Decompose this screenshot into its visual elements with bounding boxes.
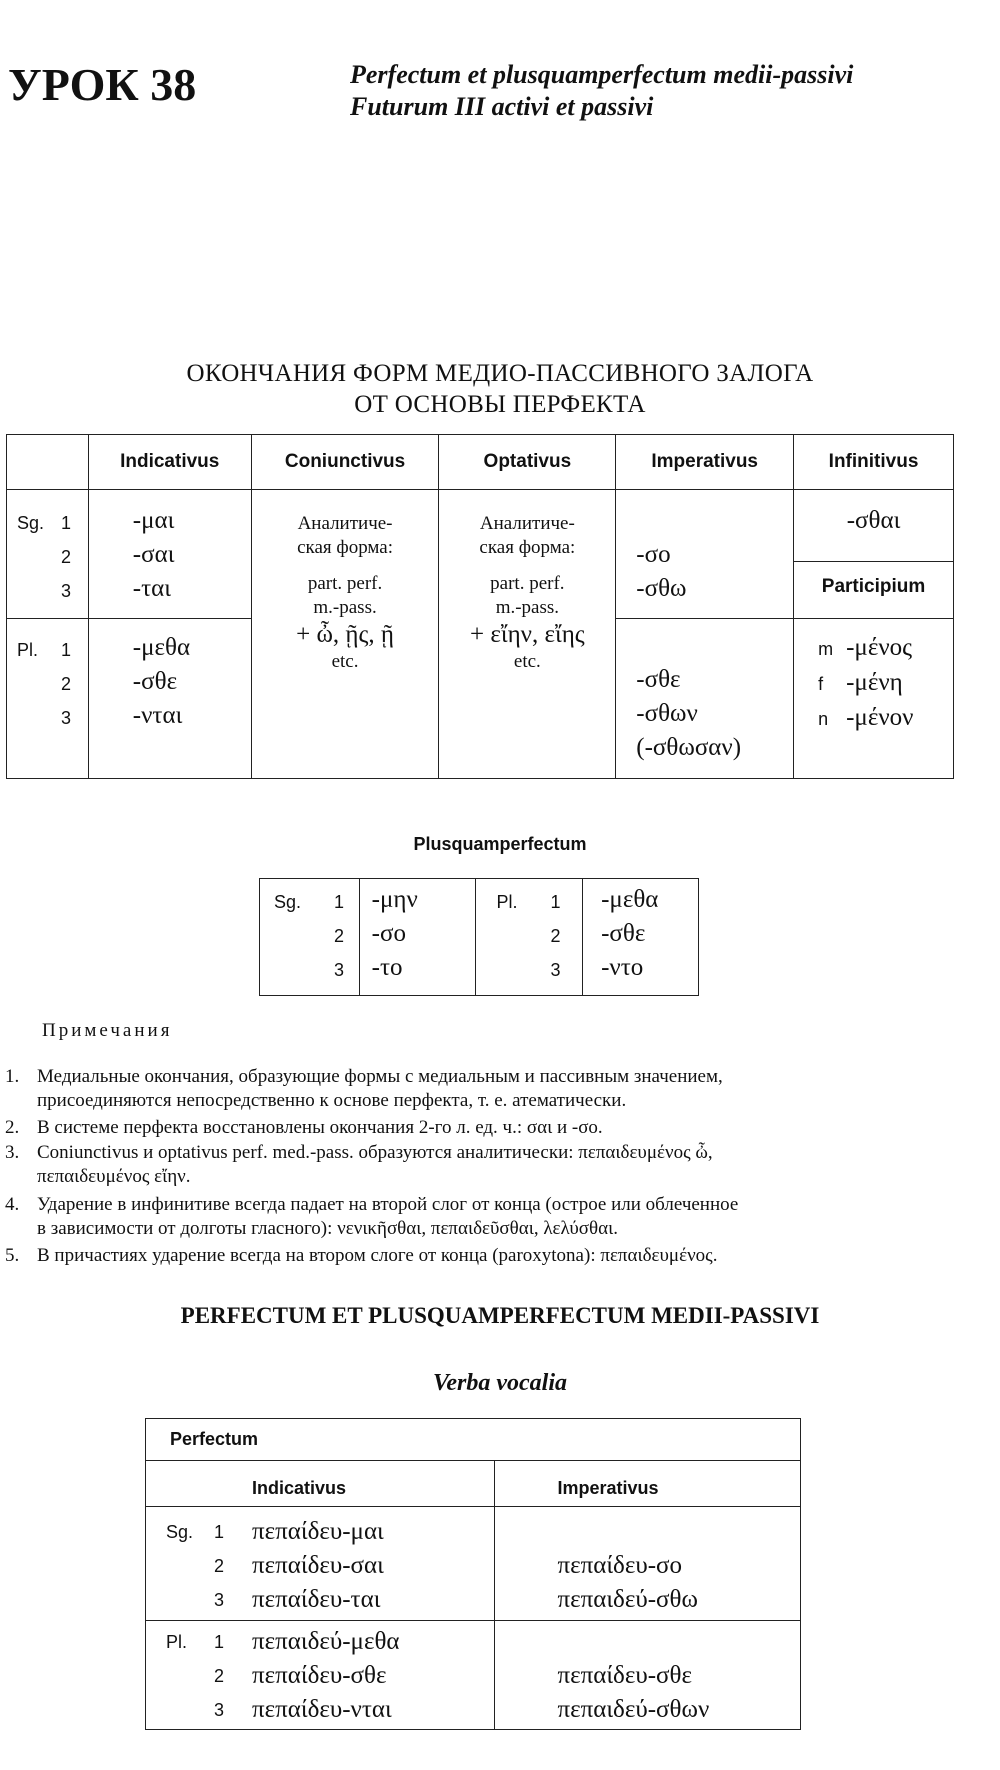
indicativus-pl [88,619,251,779]
ending: -σο [371,920,406,947]
section2-title: PERFECTUM ET PLUSQUAMPERFECTUM MEDII-PASSIVI [180,1303,820,1328]
header-optativus: Optativus [439,435,616,490]
gender-label: f [818,674,824,694]
note-5 [5,1244,995,1268]
person-num: 3 [550,960,561,980]
note-1 [5,1065,995,1113]
infinitive-ending: -σθαι [794,490,953,562]
opt-line5: + εἴην, εἴης [470,621,585,648]
lesson-number: УРОК 38 [8,59,197,110]
imperativus-sg [616,490,794,619]
sg-label: Sg. [166,1522,194,1542]
note-number: 2. [5,1117,20,1138]
note-3 [5,1141,995,1189]
header-indicativus: Indicativus [88,435,251,490]
endings-table [6,434,954,779]
person-num: 1 [214,1631,225,1652]
plusquamperfectum-table [259,878,699,996]
col-indicativus: Indicativus [146,1461,495,1507]
ending: -σθω [636,575,687,602]
person-num: 1 [334,892,345,912]
coni-line4: m.-pass. [313,597,377,618]
ending: -μην [371,886,418,913]
person-num: 2 [214,1556,225,1576]
sg-label: Sg. [17,513,45,533]
note-text: В системе перфекта восстановлены окончания 2-го л. ед. ч.: σαι и -σο. [37,1117,603,1138]
note-text: Медиальные окончания, образующие формы с медиальным и пассивным значением, [37,1066,723,1087]
form: πεπαιδεύ-μεθα [252,1627,400,1655]
person-num: 2 [61,547,72,567]
gender-label: n [818,709,829,729]
form: πεπαίδευ-σθε [252,1661,387,1689]
perf-imper-pl [495,1620,801,1729]
note-text: Ударение в инфинитиве всегда падает на второй слог от конца (острое или облеченное [37,1194,739,1215]
person-num: 2 [214,1665,225,1686]
note-text: Coniunctivus и optativus perf. med.-pass. образуются аналитически: πεπαιδευμένος ὦ, [37,1142,713,1163]
notes-heading: Примечания [42,1020,173,1041]
ending: -σθων [636,700,698,727]
corner-cell [7,435,89,490]
pl-label: Pl. [496,892,518,912]
pq-pl-endings [583,879,699,996]
note-number: 4. [5,1194,20,1215]
note-2 [5,1116,995,1140]
note-text: В причастиях ударение всегда на втором слоге от конца (paroxytona): πεπαιδευμένος. [37,1245,718,1266]
coniunctivus-cell [251,490,439,779]
perf-imper-sg [495,1507,801,1621]
form: πεπαίδευ-νται [252,1695,392,1723]
sg-label: Sg. [274,892,302,912]
perfectum-caption: Perfectum [146,1419,801,1461]
pq-sg-labels [260,879,360,996]
note-number: 1. [5,1066,20,1087]
person-num: 1 [61,513,72,533]
ending: -το [371,954,403,981]
lesson-subtitle-line2: Futurum III activi et passivi [350,92,654,121]
col-imperativus: Imperativus [495,1461,801,1507]
person-num: 2 [550,926,561,946]
coni-line2: ская форма: [297,537,394,558]
person-num: 2 [334,926,345,946]
note-number: 5. [5,1245,20,1266]
ending: -σθε [132,668,178,695]
ending: -ντο [601,954,644,981]
person-num: 1 [61,640,72,660]
section-title-line1: ОКОНЧАНИЯ ФОРМ МЕДИО-ПАССИВНОГО ЗАЛОГА [186,360,814,387]
plusquamperfectum-title: Plusquamperfectum [413,834,587,854]
header-infinitivus: Infinitivus [794,435,954,490]
ending: -σθε [636,666,681,693]
person-num: 3 [214,1590,225,1610]
ending: (-σθωσαν) [636,734,742,761]
pq-sg-endings [359,879,476,996]
pl-label: Pl. [17,640,39,660]
imperativus-pl [616,619,794,779]
opt-line4: m.-pass. [495,597,560,618]
ending: -σθε [601,920,646,947]
note-text-cont: πεπαιδευμένος εἴην. [37,1166,191,1187]
form: πεπαίδευ-σο [557,1552,683,1579]
person-num: 3 [214,1699,225,1720]
form: πεπαίδευ-μαι [252,1518,384,1545]
perf-indic-pl [146,1620,495,1729]
ending: -ται [132,575,171,602]
form: πεπαιδεύ-σθω [557,1586,698,1613]
opt-line1: Аналитиче- [479,513,575,534]
ending: -σο [636,541,671,568]
opt-line3: part. perf. [490,573,565,594]
optativus-cell [439,490,616,779]
person-num: 1 [550,892,561,912]
pl-label: Pl. [166,1631,188,1652]
gender-label: m [818,639,834,659]
participium-cell [794,619,954,779]
sg-person-labels [7,490,89,619]
form: πεπαίδευ-σαι [252,1552,384,1579]
form: πεπαίδευ-ται [252,1586,381,1613]
opt-line6: etc. [513,651,541,672]
participium-header: Participium [821,576,926,597]
indicativus-sg [88,490,251,619]
ending: -μένος [846,634,913,661]
header-imperativus: Imperativus [616,435,794,490]
ending: -μένη [846,669,903,696]
note-number: 3. [5,1142,20,1163]
opt-line2: ская форма: [479,537,576,558]
note-text-cont: в зависимости от долготы гласного): νενικῆσθαι, πεπαιδεῦσθαι, λελύσθαι. [37,1218,618,1239]
section-title-line2: ОТ ОСНОВЫ ПЕРФЕКТА [354,391,646,418]
perfectum-table [145,1418,801,1730]
section2-subtitle: Verba vocalia [433,1370,567,1396]
coni-line1: Аналитиче- [297,513,393,534]
person-num: 3 [334,960,345,980]
ending: -μεθα [132,634,191,661]
coni-line3: part. perf. [307,573,383,594]
form: πεπαίδευ-σθε [557,1661,692,1689]
note-4 [5,1193,995,1241]
lesson-subtitle-line1: Perfectum et plusquamperfectum medii-passivi [350,60,854,89]
ending: -μεθα [601,886,659,913]
ending: -νται [132,702,183,729]
coni-line6: etc. [331,651,359,672]
perf-indic-sg [146,1507,495,1621]
header-coniunctivus: Coniunctivus [251,435,439,490]
infinitivus-cell [794,490,954,619]
ending: -σαι [132,541,175,568]
form: πεπαιδεύ-σθων [557,1695,710,1723]
pq-pl-labels [476,879,583,996]
ending: -μαι [132,507,175,534]
coni-line5: + ὦ, ῇς, ῇ [296,621,394,648]
pl-person-labels [7,619,89,779]
note-text-cont: присоединяются непосредственно к основе перфекта, т. е. атематически. [37,1090,627,1111]
person-num: 3 [61,581,72,601]
ending: -μένον [846,704,914,731]
person-num: 2 [61,674,72,694]
person-num: 1 [214,1522,225,1542]
person-num: 3 [61,708,72,728]
